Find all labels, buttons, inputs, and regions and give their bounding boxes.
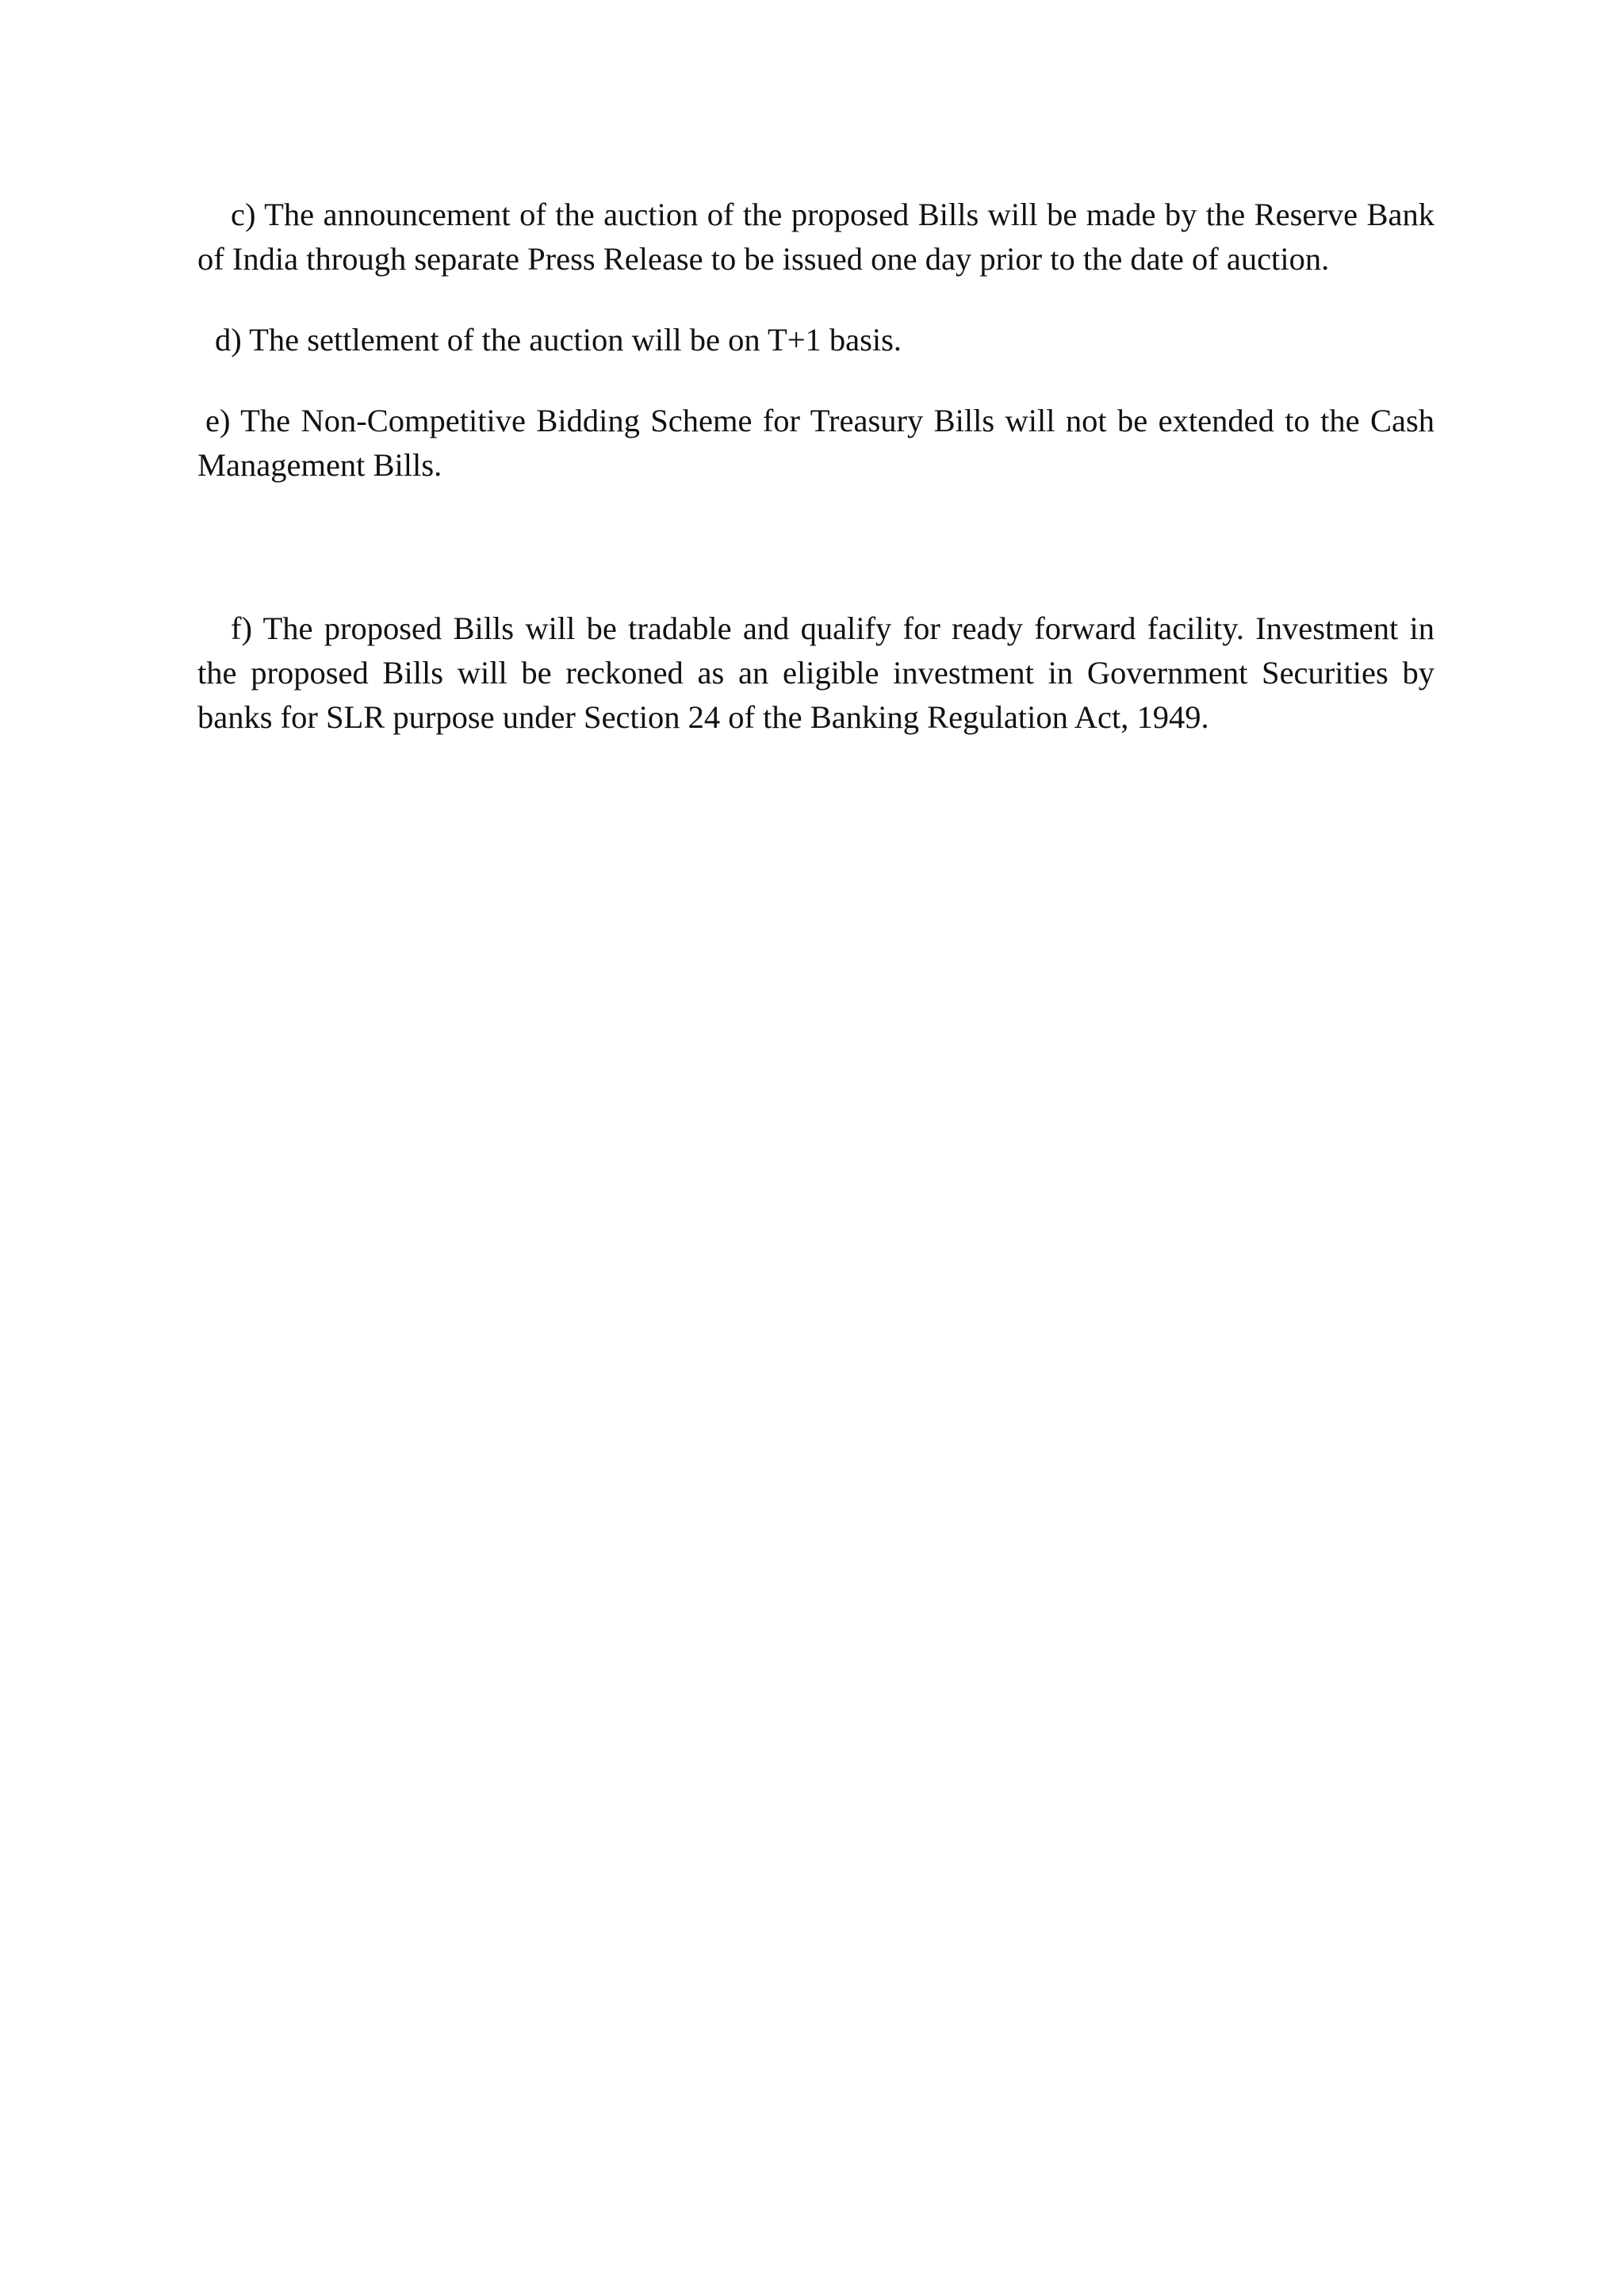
paragraph-c-auction-announcement: c) The announcement of the auction of the proposed Bills will be made by the Reserve Bank of India through separate Press Release to be issued one day prior to the date of auction. bbox=[197, 197, 1434, 277]
paragraph-d-settlement: d) The settlement of the auction will be on T+1 basis. bbox=[215, 322, 902, 358]
paragraph-f-tradability-slr: f) The proposed Bills will be tradable and qualify for ready forward facility. Investment in the proposed Bills will be reckoned as an eligible investment in Government Securities by banks for SLR purpose under Section 24 of the Banking Regulation Act, 1949. bbox=[197, 610, 1434, 735]
document-body bbox=[197, 193, 1434, 740]
paragraph-e-non-competitive-bidding: e) The Non-Competitive Bidding Scheme for Treasury Bills will not be extended to the Cash Management Bills. bbox=[197, 403, 1434, 483]
